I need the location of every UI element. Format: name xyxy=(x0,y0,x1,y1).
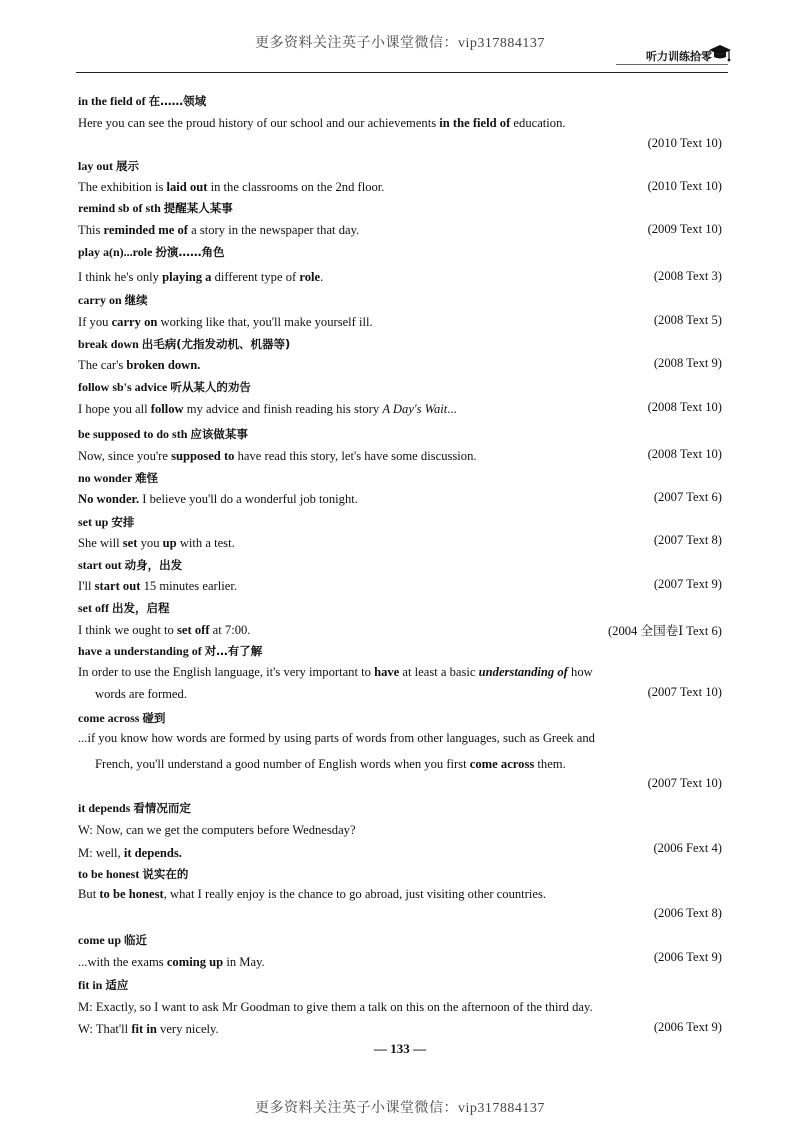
entry-term: it depends 看情况而定 xyxy=(78,801,191,815)
entry-term: have a understanding of 对…有了解 xyxy=(78,644,263,658)
graduation-cap-icon xyxy=(708,42,732,64)
entry-term: break down 出毛病(尤指发动机、机器等) xyxy=(78,337,291,351)
example-sentence: No wonder. I believe you'll do a wonderful job tonight. xyxy=(78,492,358,506)
example-sentence: Now, since you're supposed to have read this story, let's have some discussion. xyxy=(78,449,477,463)
source-citation: (2007 Text 10) xyxy=(647,776,722,790)
entry-term: be supposed to do sth 应该做某事 xyxy=(78,427,248,441)
example-sentence-continued: words are formed. xyxy=(95,687,187,701)
example-sentence: ...if you know how words are formed by using parts of words from other languages, such as Greek and xyxy=(78,731,595,745)
page-number: — 133 — xyxy=(374,1041,426,1056)
entry-term: in the field of 在……领域 xyxy=(78,94,207,108)
source-citation: (2007 Text 9) xyxy=(653,577,722,591)
source-citation: (2007 Text 6) xyxy=(653,490,722,504)
source-citation: (2004 全国卷Ⅰ Text 6) xyxy=(607,624,722,638)
source-citation: (2010 Text 10) xyxy=(647,179,722,193)
source-citation: (2007 Text 10) xyxy=(647,685,722,699)
watermark-bottom: 更多资料关注英子小课堂微信：vip317884137 xyxy=(255,1101,545,1116)
entry-term: come across 碰到 xyxy=(78,711,166,725)
example-sentence: I hope you all follow my advice and finish reading his story A Day's Wait... xyxy=(78,402,457,416)
entry-term: no wonder 难怪 xyxy=(78,471,159,485)
watermark-top: 更多资料关注英子小课堂微信：vip317884137 xyxy=(255,36,545,51)
dialogue-line: W: Now, can we get the computers before Wednesday? xyxy=(78,823,356,837)
example-sentence: The car's broken down. xyxy=(78,358,201,372)
source-citation: (2008 Text 5) xyxy=(653,313,722,327)
entry-term: follow sb's advice 听从某人的劝告 xyxy=(78,380,251,394)
example-sentence-continued: French, you'll understand a good number of English words when you first come across them. xyxy=(95,757,566,771)
example-sentence: But to be honest, what I really enjoy is the chance to go abroad, just visiting other countries. xyxy=(78,887,546,901)
header-rule xyxy=(76,72,728,73)
source-citation: (2008 Text 10) xyxy=(647,400,722,414)
example-sentence: She will set you up with a test. xyxy=(78,536,235,550)
header-rule-short xyxy=(616,64,728,65)
example-sentence: This reminded me of a story in the newspaper that day. xyxy=(78,223,360,237)
example-sentence: I think he's only playing a different type of role. xyxy=(78,270,324,284)
entry-term: play a(n)...role 扮演……角色 xyxy=(78,245,225,259)
example-sentence: I'll start out 15 minutes earlier. xyxy=(78,579,237,593)
source-citation: (2009 Text 10) xyxy=(647,222,722,236)
source-citation: (2006 Text 9) xyxy=(653,1020,722,1034)
entry-term: set off 出发，启程 xyxy=(78,601,170,615)
source-citation: (2006 Fext 4) xyxy=(653,841,722,855)
dialogue-line: W: That'll fit in very nicely. xyxy=(78,1022,219,1036)
dialogue-line: M: well, it depends. xyxy=(78,846,182,860)
entry-term: to be honest 说实在的 xyxy=(78,867,189,881)
entry-term: set up 安排 xyxy=(78,515,135,529)
source-citation: (2010 Text 10) xyxy=(647,136,722,150)
source-citation: (2007 Text 8) xyxy=(653,533,722,547)
entry-term: start out 动身，出发 xyxy=(78,558,183,572)
example-sentence: I think we ought to set off at 7:00. xyxy=(78,623,251,637)
example-sentence: ...with the exams coming up in May. xyxy=(78,955,265,969)
example-sentence: If you carry on working like that, you'll make yourself ill. xyxy=(78,315,373,329)
example-sentence: The exhibition is laid out in the classrooms on the 2nd floor. xyxy=(78,180,385,194)
source-citation: (2008 Text 3) xyxy=(653,269,722,283)
entry-term: remind sb of sth 提醒某人某事 xyxy=(78,201,233,215)
entry-term: lay out 展示 xyxy=(78,159,140,173)
source-citation: (2006 Text 9) xyxy=(653,950,722,964)
dialogue-line: M: Exactly, so I want to ask Mr Goodman to give them a talk on this on the afternoon of the third day. xyxy=(78,1000,593,1014)
entry-term: fit in 适应 xyxy=(78,978,129,992)
entry-term: come up 临近 xyxy=(78,933,147,947)
source-citation: (2008 Text 10) xyxy=(647,447,722,461)
entry-term: carry on 继续 xyxy=(78,293,148,307)
source-citation: (2008 Text 9) xyxy=(653,356,722,370)
source-citation: (2006 Text 8) xyxy=(653,906,722,920)
example-sentence: Here you can see the proud history of our school and our achievements in the field of education. xyxy=(78,116,566,130)
section-header-tag: 听力训练拾零 xyxy=(646,50,712,63)
example-sentence: In order to use the English language, it's very important to have at least a basic understanding of how xyxy=(78,665,593,679)
